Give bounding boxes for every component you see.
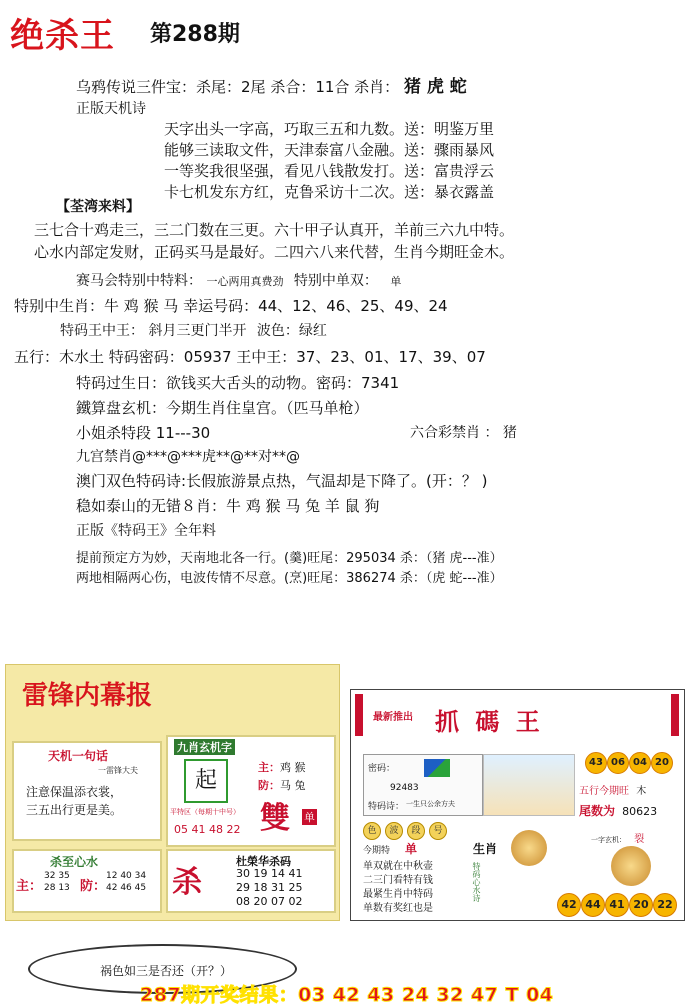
tema-wang-line <box>60 320 327 340</box>
tema-wang-label: 特码王中王： <box>60 323 144 339</box>
top-ball-2: 06 <box>607 752 629 774</box>
poem-line-1: 天字出头一字高，巧取三五和九数。送：明鉴万里 <box>164 120 495 138</box>
dan-value: 单 <box>405 842 418 856</box>
poem-line-r3: 最紧生肖中特码 <box>363 889 433 900</box>
danshuang-value: 单 <box>390 275 402 288</box>
tema-xin-label: 特码心水诗 <box>472 862 481 902</box>
shejia-numbers-2: 29 18 31 25 <box>236 881 303 894</box>
wuya-line <box>76 72 467 97</box>
title-bar-right <box>671 694 679 736</box>
xiaojie-line: 小姐杀特段 11---30 <box>76 424 211 442</box>
poem-line-r1: 单双就在中秋壶 <box>363 861 433 872</box>
fang-label: 防： <box>258 779 280 792</box>
top-ball-1: 43 <box>585 752 607 774</box>
seben-2: 波 <box>385 822 403 840</box>
wuya-text: 乌鸦传说三件宝：杀尾：2尾 杀合：11合 杀肖： <box>76 78 400 96</box>
zhuama-title: 抓 碼 王 <box>435 707 544 736</box>
weishu-label: 尾数为 <box>579 804 616 818</box>
wuxing-value: 木 <box>636 786 647 797</box>
seben-1: 色 <box>363 822 381 840</box>
cloud-text: 祸色如三是否还（开？） <box>100 964 233 978</box>
tiqian-line: 提前预定方为妙，天南地北各一行。(羹)旺尾：295034 杀：（猪 虎---准） <box>76 551 503 566</box>
logo: 绝杀王 <box>10 16 115 56</box>
shejia-numbers-1: 30 19 14 41 <box>236 867 303 880</box>
zhu-label: 主： <box>258 761 280 774</box>
zhu-row <box>258 759 306 775</box>
shejia-title: 杜榮华杀码 <box>236 855 291 868</box>
zhuama-panel <box>350 689 685 921</box>
leifeng-title: 雷锋内幕报 <box>22 681 153 711</box>
liangdi-line: 两地相隔两心伤，电波传情不尽意。(烹)旺尾：386274 杀：（虎 蛇---准） <box>76 571 503 586</box>
shazhi-box <box>12 849 162 913</box>
result-line: 287期开奖结果：03 42 43 24 32 47 T 04 <box>140 984 554 1006</box>
wuya-zodiac: 猪 虎 蛇 <box>403 77 467 97</box>
fang2-numbers-1: 12 40 34 <box>106 871 147 881</box>
zhu2-numbers-1: 32 35 <box>44 871 70 881</box>
bose: 波色：绿红 <box>256 323 327 339</box>
tema-jue-label: 特码诗： <box>368 802 405 812</box>
poem-line-r2: 二三门看特有钱 <box>363 875 433 886</box>
tianji-head: 天机一句话 <box>48 749 109 763</box>
jiugong-line: 九宫禁肖@***@***虎**@**对**@ <box>76 449 300 465</box>
fang-value: 马 兔 <box>280 779 306 792</box>
shazhi-title: 杀至心水 <box>50 855 99 869</box>
monkey-icon <box>511 830 547 866</box>
wuxing-row <box>579 782 646 797</box>
wuxing-line: 五行：木水土 特码密码：05937 王中王：37、23、01、17、39、07 <box>14 348 486 366</box>
bottom-ball-1: 42 <box>557 893 581 917</box>
title-bar <box>355 694 363 736</box>
shengxiao-label: 生肖 <box>473 842 498 856</box>
qi-char: 起 <box>184 759 228 803</box>
quanwan-line-1: 三七合十鸡走三，三二门数在三更。六十甲子认真开，羊前三六九中特。 <box>34 221 515 239</box>
mima-value: 92483 <box>390 783 419 793</box>
tianji-line-2: 三五出行更是美。 <box>26 803 123 817</box>
monkey-icon-2 <box>611 846 651 886</box>
wenru-line: 稳如泰山的无错８肖：牛 鸡 猴 马 兔 羊 鼠 狗 <box>76 497 380 515</box>
zhuama-tag: 最新推出 <box>373 712 413 723</box>
zhu-value: 鸡 猴 <box>280 761 306 774</box>
tianji-line-1: 注意保温添衣裳， <box>26 785 123 799</box>
zhu2-label: 主： <box>16 879 43 894</box>
yizi-row <box>591 830 644 845</box>
top-ball-3: 04 <box>629 752 651 774</box>
tianji-box <box>12 741 162 841</box>
bottom-ball-5: 22 <box>653 893 677 917</box>
weishu-value: 80623 <box>622 805 658 818</box>
yizi-label: 一字玄机： <box>591 836 626 844</box>
liuhe-jin-line: 六合彩禁肖 ： 猪 <box>410 425 517 441</box>
tiesuan-line: 鐵算盘玄机：今期生肖住皇宫。（匹马单枪） <box>76 399 369 417</box>
zhengban-line: 正版《特码王》全年料 <box>76 523 216 539</box>
yizi-value: 裂 <box>634 834 645 845</box>
jiuba-box <box>166 735 336 847</box>
sha-char: 杀 <box>172 865 202 900</box>
seben-4: 号 <box>429 822 447 840</box>
monkey-scene <box>483 754 575 816</box>
aomen-line: 澳门双色特码诗:长假旅游景点热，气温却是下降了。(开：？ ) <box>76 472 488 490</box>
leifeng-panel <box>5 664 340 921</box>
poem-line-2: 能够三读取文件，天津泰富八金融。送：骤雨暴风 <box>164 141 495 159</box>
saima-label: 赛马会特别中特料： <box>76 273 202 289</box>
mima-box <box>363 754 483 816</box>
tebie-shengxiao: 特别中生肖：牛 鸡 猴 马 幸运号码：44、12、46、25、49、24 <box>14 297 448 315</box>
fang2-label: 防： <box>80 879 107 894</box>
jinqi-label: 今期特 <box>363 846 391 856</box>
pingte-numbers: 05 41 48 22 <box>174 823 241 836</box>
bottom-ball-4: 20 <box>629 893 653 917</box>
wuxing-label: 五行今期旺 <box>579 786 629 797</box>
danshuang-label: 特别中单双： <box>293 273 378 289</box>
pingte-title: 平特区（每期十中号） <box>170 808 240 816</box>
poem-line-3: 一等奖我很坚强，看见八钱散发打。送：富贵浮云 <box>164 162 495 180</box>
seben-3: 段 <box>407 822 425 840</box>
poem-line-r4: 单数有奖红也是 <box>363 903 433 914</box>
top-ball-4: 20 <box>651 752 673 774</box>
shejia-box <box>166 849 336 913</box>
shejia-numbers-3: 08 20 07 02 <box>236 895 303 908</box>
mima-label: 密码： <box>368 764 396 774</box>
jiuba-title: 九肖玄机字 <box>174 739 235 755</box>
saima-hand: 一心两用真费劲 <box>206 275 284 288</box>
weishu-row <box>579 800 657 819</box>
tema-jue-value: 一生只公余方夫 <box>406 800 455 808</box>
guoshengri-line: 特码过生日：欲钱买大舌头的动物。密码：7341 <box>76 374 400 392</box>
saima-line <box>76 270 401 290</box>
fang-row <box>258 777 306 793</box>
fang2-numbers-2: 42 46 45 <box>106 883 147 893</box>
bottom-ball-2: 44 <box>581 893 605 917</box>
tema-wang-hand: 斜月三更门半开 <box>148 323 247 339</box>
shuang-tag: 单 <box>304 811 315 824</box>
poem-line-4: 卡七机发东方红，克鲁采访十二次。送：暴衣露盖 <box>164 183 495 201</box>
quanwan-title: 【荃湾来料】 <box>56 199 140 215</box>
tianji-title: 正版天机诗 <box>76 101 146 117</box>
issue-number: 第288期 <box>150 22 240 47</box>
quanwan-line-2: 心水内部定发财，正码买马是最好。二四六八来代替，生肖今期旺金木。 <box>34 243 515 261</box>
flag-icon <box>424 759 450 777</box>
shuang-char: 雙 <box>260 801 290 836</box>
zhu2-numbers-2: 28 13 <box>44 883 70 893</box>
tianji-sign: 一雷锋大夫 <box>98 766 138 775</box>
bottom-ball-3: 41 <box>605 893 629 917</box>
